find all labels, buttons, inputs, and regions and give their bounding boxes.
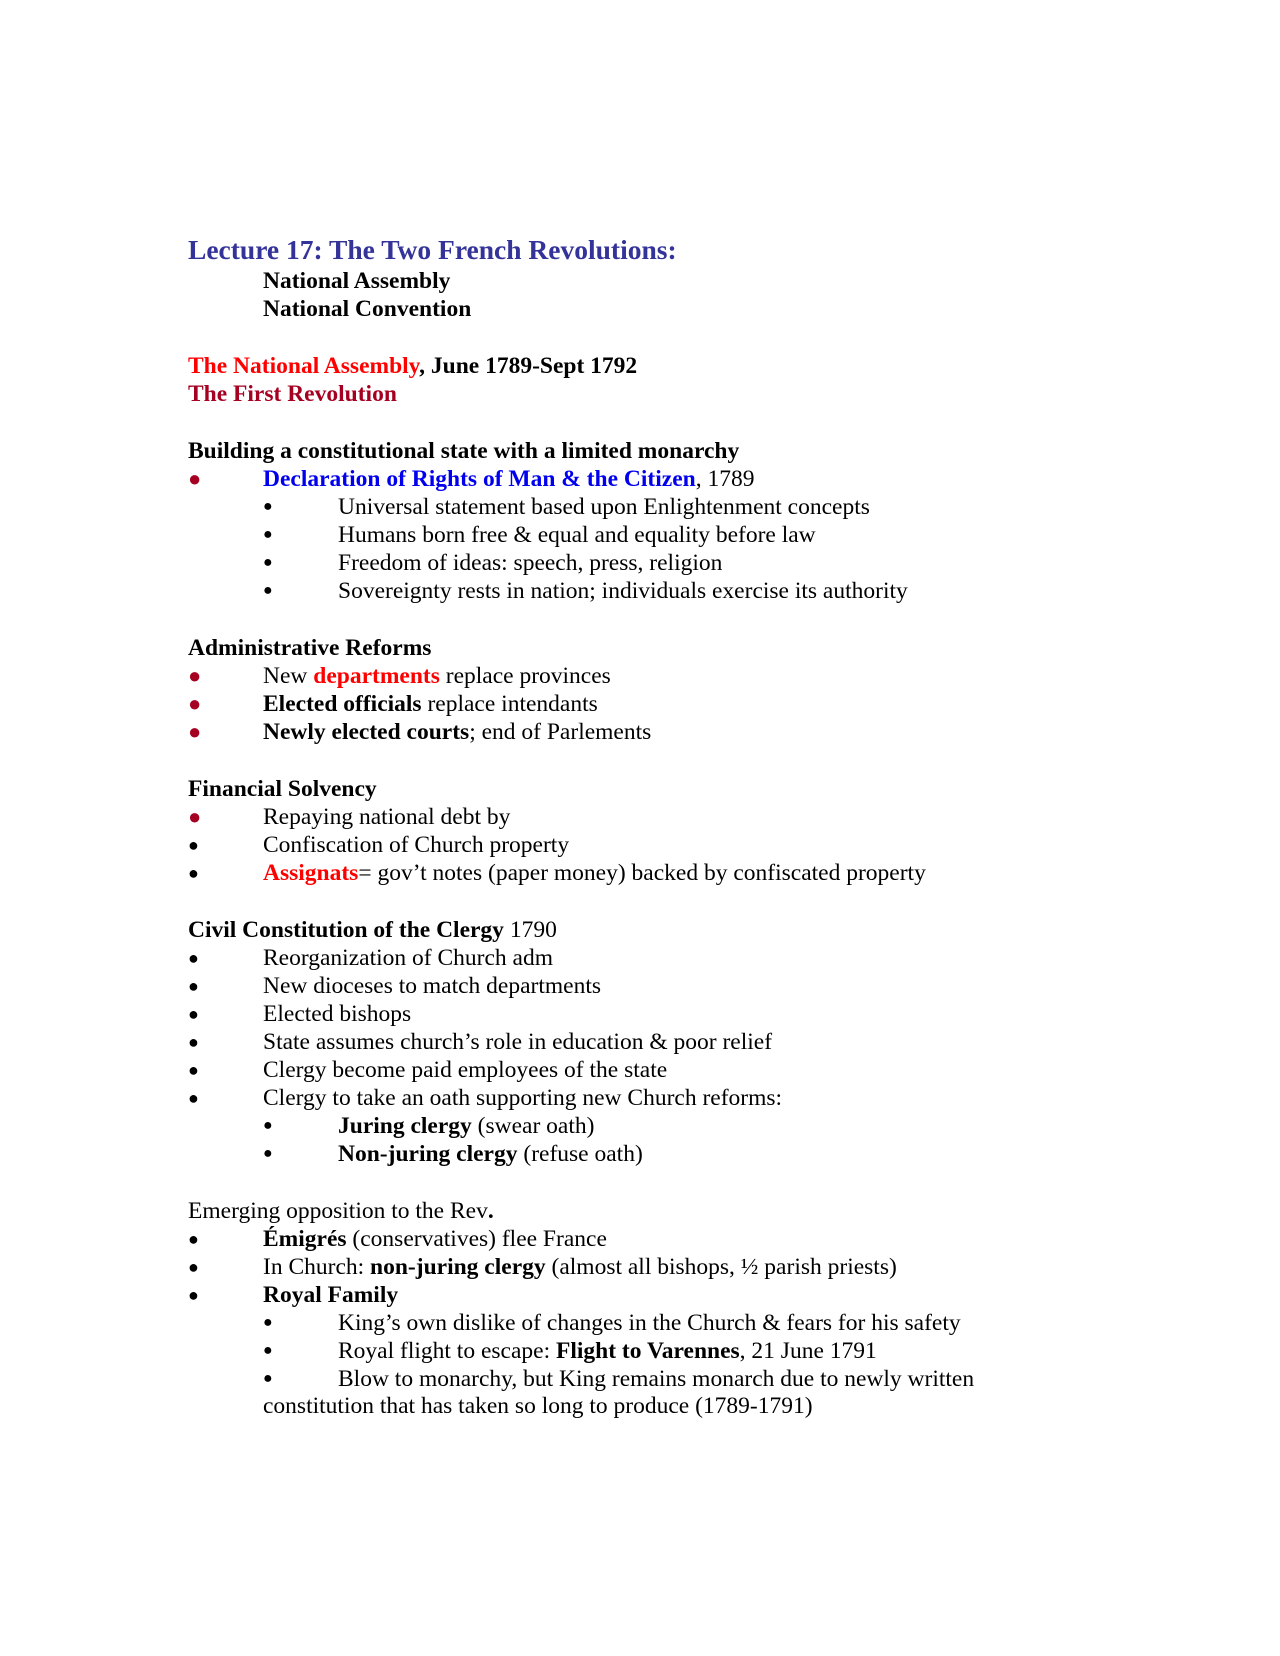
bullet-icon: ● <box>188 1257 199 1277</box>
bullet-icon: ● <box>263 1145 273 1162</box>
bullet-icon: ● <box>188 1285 199 1305</box>
opposition-heading-period: . <box>487 1198 494 1224</box>
opposition-heading <box>188 1197 494 1225</box>
list-item <box>0 944 1280 972</box>
bullet-icon: ● <box>188 835 199 855</box>
bullet-icon: ● <box>188 948 199 968</box>
assembly-subtitle: The First Revolution <box>188 381 397 407</box>
royal-point: Royal flight to escape: <box>338 1338 556 1364</box>
list-item <box>0 662 1280 690</box>
list-item <box>0 1225 1280 1253</box>
assignats-term: Assignats <box>263 860 359 886</box>
bullet-icon: ● <box>263 1117 273 1134</box>
list-item <box>0 1112 1280 1140</box>
list-item <box>0 521 1280 549</box>
bullet-icon: ● <box>188 1004 199 1024</box>
declaration-point: Universal statement based upon Enlightenment concepts <box>338 494 870 520</box>
bullet-icon: ● <box>263 554 273 571</box>
list-item <box>0 972 1280 1000</box>
list-item <box>0 1084 1280 1112</box>
list-item <box>0 1281 1280 1309</box>
bullet-icon: ● <box>188 719 202 744</box>
page-title: Lecture 17: The Two French Revolutions: <box>188 234 677 265</box>
admin-item-text: ; end of Parlements <box>469 719 652 745</box>
bullet-icon: ● <box>263 1342 273 1359</box>
juring-term: Juring clergy <box>338 1113 472 1139</box>
emigres-text: (conservatives) flee France <box>346 1226 607 1252</box>
declaration-point: Freedom of ideas: speech, press, religion <box>338 550 723 576</box>
clergy-item: New dioceses to match departments <box>263 973 602 999</box>
admin-item-text: replace intendants <box>421 691 598 717</box>
bullet-icon: ● <box>263 1314 273 1331</box>
clergy-item: Clergy to take an oath supporting new Church reforms: <box>263 1085 783 1111</box>
clergy-heading-text: Civil Constitution of the Clergy <box>188 917 504 943</box>
elected-officials-term: Elected officials <box>263 691 422 717</box>
declaration-year: , 1789 <box>695 466 755 492</box>
clergy-heading <box>188 916 557 944</box>
section-heading-assembly <box>188 352 637 380</box>
list-item-continuation <box>0 1392 1280 1420</box>
financial-item: Repaying national debt by <box>263 804 511 830</box>
list-item <box>0 493 1280 521</box>
bullet-icon: ● <box>188 976 199 996</box>
financial-heading: Financial Solvency <box>188 776 377 802</box>
nonjuring-text: (refuse oath) <box>517 1141 643 1167</box>
admin-item-text: New <box>263 663 314 689</box>
clergy-year: 1790 <box>503 917 557 943</box>
list-item <box>0 1028 1280 1056</box>
list-item <box>0 1000 1280 1028</box>
list-item <box>0 859 1280 887</box>
declaration-name: Declaration of Rights of Man & the Citizen <box>263 466 696 492</box>
bullet-icon: ● <box>263 526 273 543</box>
list-item <box>0 1056 1280 1084</box>
royal-point: , 21 June 1791 <box>739 1338 877 1364</box>
list-item <box>0 549 1280 577</box>
list-item <box>0 1253 1280 1281</box>
emigres-term: Émigrés <box>263 1226 347 1252</box>
financial-item: = gov’t notes (paper money) backed by confiscated property <box>358 860 926 886</box>
bullet-icon: ● <box>188 663 202 688</box>
bullet-icon: ● <box>188 691 202 716</box>
bullet-icon: ● <box>188 1229 199 1249</box>
church-text: (almost all bishops, ½ parish priests) <box>545 1254 897 1280</box>
subtitle-line-2: National Convention <box>263 296 472 322</box>
list-item <box>0 1365 1280 1393</box>
list-item <box>0 718 1280 746</box>
varennes-term: Flight to Varennes <box>555 1338 740 1364</box>
bullet-icon: ● <box>188 1032 199 1052</box>
list-item <box>0 831 1280 859</box>
list-item <box>0 1337 1280 1365</box>
list-item <box>0 690 1280 718</box>
constitutional-heading: Building a constitutional state with a limited monarchy <box>188 438 740 464</box>
clergy-item: Reorganization of Church adm <box>263 945 553 971</box>
opposition-heading-text: Emerging opposition to the Rev <box>188 1198 488 1224</box>
church-text: In Church: <box>263 1254 371 1280</box>
bullet-icon: ● <box>263 582 273 599</box>
bullet-icon: ● <box>188 863 199 883</box>
nonjuring-term: Non-juring clergy <box>338 1141 518 1167</box>
administrative-heading: Administrative Reforms <box>188 635 432 661</box>
list-item <box>0 465 1280 493</box>
royal-point-continued: constitution that has taken so long to produce (1789-1791) <box>263 1393 813 1419</box>
assembly-name: The National Assembly <box>188 353 420 379</box>
list-item <box>0 1309 1280 1337</box>
royal-point: Blow to monarchy, but King remains monarch due to newly written <box>338 1366 975 1392</box>
royal-family-term: Royal Family <box>263 1282 399 1308</box>
nonjuring-clergy-term: non-juring clergy <box>370 1254 546 1280</box>
admin-item-text: replace provinces <box>439 663 611 689</box>
subtitle-line-1: National Assembly <box>263 268 451 294</box>
clergy-item: Elected bishops <box>263 1001 412 1027</box>
courts-term: Newly elected courts <box>263 719 470 745</box>
bullet-icon: ● <box>188 1088 199 1108</box>
list-item <box>0 803 1280 831</box>
bullet-icon: ● <box>188 804 202 829</box>
declaration-point: Sovereignty rests in nation; individuals exercise its authority <box>338 578 908 604</box>
bullet-icon: ● <box>188 466 202 491</box>
assembly-dates: , June 1789-Sept 1792 <box>419 353 638 379</box>
bullet-icon: ● <box>263 498 273 515</box>
juring-text: (swear oath) <box>471 1113 595 1139</box>
bullet-icon: ● <box>188 1060 199 1080</box>
bullet-icon: ● <box>263 1370 273 1387</box>
clergy-item: State assumes church’s role in education & poor relief <box>263 1029 773 1055</box>
departments-term: departments <box>313 663 440 689</box>
financial-item: Confiscation of Church property <box>263 832 570 858</box>
list-item <box>0 1140 1280 1168</box>
clergy-item: Clergy become paid employees of the state <box>263 1057 668 1083</box>
declaration-point: Humans born free & equal and equality before law <box>338 522 816 548</box>
list-item <box>0 577 1280 605</box>
royal-point: King’s own dislike of changes in the Church & fears for his safety <box>338 1310 961 1336</box>
